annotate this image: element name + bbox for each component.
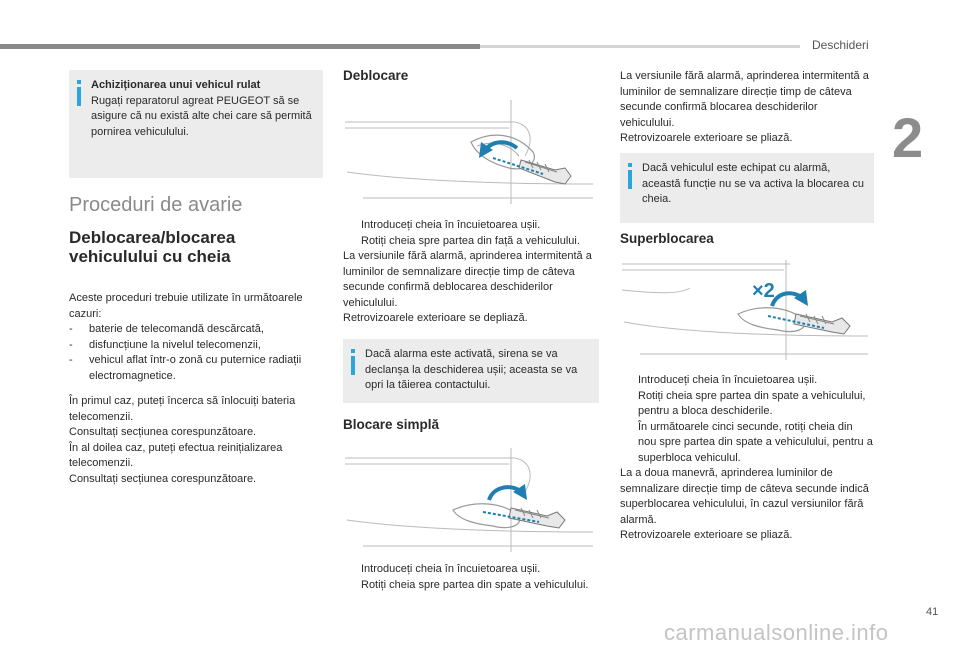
info-bar-icon	[628, 163, 634, 189]
intro-text: Aceste proceduri trebuie utilizate în următoarele cazuri:	[69, 292, 303, 320]
info-bar-icon	[77, 80, 83, 106]
lock-steps	[343, 562, 599, 593]
paragraph: La versiunile fără alarmă, aprinderea intermitentă a luminilor de semnalizare direcție timp de câteva secunde confirmă blocarea deschiderilor vehiculului.	[620, 70, 869, 129]
unlock-steps	[343, 218, 599, 327]
list-item: - disfuncțiune la nivelul telecomenzii,	[69, 338, 261, 351]
paragraph: Consultați secțiunea corespunzătoare.	[69, 472, 257, 485]
section-title: Proceduri de avarie	[69, 194, 243, 216]
info-note-alarm-lock	[620, 153, 874, 223]
paragraph: La a doua manevră, aprinderea luminilor de semnalizare direcție timp de câteva secunde indică superblocarea vehiculului, în cazul versiunilor fără alarmă.	[620, 467, 869, 526]
lock-text	[620, 69, 874, 147]
paragraph: Retrovizoarele exterioare se pliază.	[620, 529, 793, 541]
intro-block	[69, 291, 323, 384]
superlock-steps	[620, 373, 874, 544]
heading-superlock: Superblocarea	[620, 231, 714, 246]
header-rule-dark	[0, 44, 480, 49]
info-bar-icon	[351, 349, 357, 375]
paragraph: Retrovizoarele exterioare se pliază.	[620, 132, 793, 144]
heading-simple-lock: Blocare simplă	[343, 417, 440, 432]
times-two-badge: ×2	[752, 280, 775, 302]
info-note-alarm	[343, 339, 599, 403]
list-item: Introduceți cheia în încuietoarea ușii.	[638, 374, 818, 386]
page-number: 41	[926, 606, 939, 618]
door-key-unlock-illustration	[343, 98, 599, 206]
section-name: Deschideri	[812, 38, 869, 52]
list-item: Introduceți cheia în încuietoarea ușii.	[361, 219, 541, 231]
info-note-used-vehicle	[69, 70, 323, 178]
list-item: Rotiți cheia spre partea din spate a vehiculului, pentru a bloca deschiderile.	[638, 389, 866, 417]
page-heading-line-1: Deblocarea/blocarea	[69, 228, 236, 247]
door-key-lock-illustration	[343, 446, 599, 554]
header-rule-light	[480, 45, 800, 48]
page-heading-line-2: vehiculului cu cheia	[69, 247, 231, 266]
list-item: Introduceți cheia în încuietoarea ușii.	[361, 563, 541, 575]
list-item: Rotiți cheia spre partea din spate a vehiculului.	[361, 578, 589, 591]
paragraph: Retrovizoarele exterioare se depliază.	[343, 312, 528, 324]
paragraph: Consultați secțiunea corespunzătoare.	[69, 426, 257, 438]
list-item: - vehicul aflat într-o zonă cu puternice radiații electromagnetice.	[69, 354, 302, 382]
list-item: - baterie de telecomandă descărcată,	[69, 323, 264, 335]
watermark: carmanualsonline.info	[664, 620, 889, 645]
note-text: Rugați reparatorul agreat PEUGEOT să se asigure că nu există alte chei care să permită pornirea vehiculului.	[91, 94, 312, 138]
note-title: Achiziționarea unui vehicul rulat	[91, 79, 261, 91]
paragraph: În primul caz, puteți încerca să înlocuiți bateria telecomenzii.	[69, 395, 296, 423]
paragraph: În al doilea caz, puteți efectua reinițializarea telecomenzii.	[69, 441, 283, 469]
heading-unlock: Deblocare	[343, 68, 409, 83]
page-heading	[69, 228, 323, 266]
outro-block	[69, 394, 323, 487]
list-item: În următoarele cinci secunde, rotiți cheia din nou spre partea din spate a vehiculului, pentru a superbloca vehiculul.	[638, 420, 873, 464]
list-item: Rotiți cheia spre partea din față a vehiculului.	[361, 234, 580, 247]
note-text: Dacă alarma este activată, sirena se va declanșa la deschiderea ușii; aceasta se va opri la tăierea contactului.	[365, 348, 578, 391]
paragraph: La versiunile fără alarmă, aprinderea intermitentă a luminilor de semnalizare direcție timp de câteva secunde confirmă deblocarea deschiderilor vehiculului.	[343, 250, 592, 309]
chapter-number: 2	[892, 106, 924, 169]
door-key-superlock-illustration	[620, 258, 874, 362]
note-text: Dacă vehiculul este echipat cu alarmă, această funcție nu se va activa la blocarea cu cheia.	[642, 162, 864, 205]
